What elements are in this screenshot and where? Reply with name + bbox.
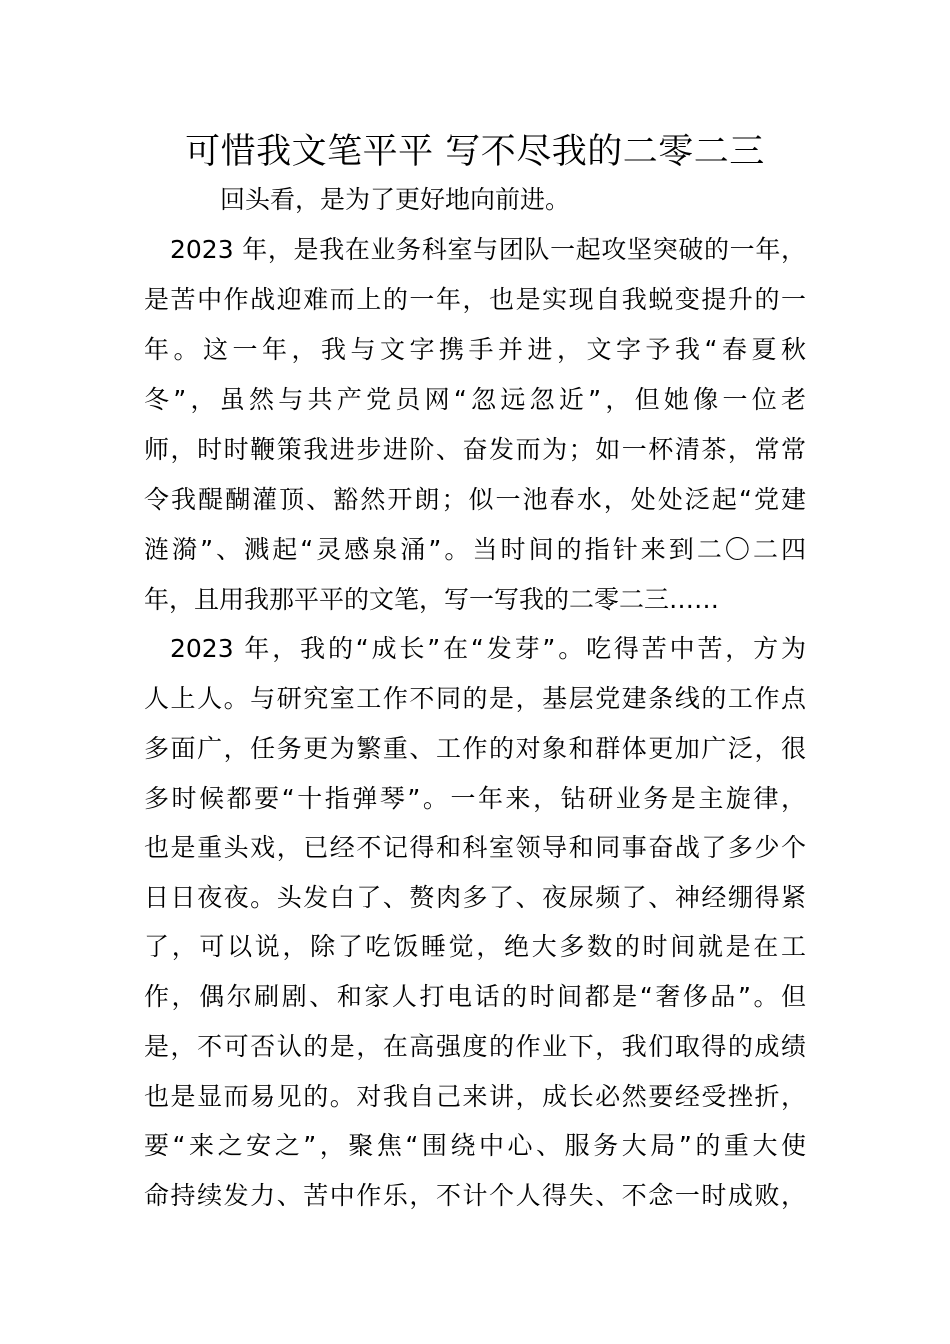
paragraph-line: 要“来之安之”，聚焦“围绕中心、服务大局”的重大使 <box>144 1131 806 1160</box>
paragraph-line: 命持续发力、苦中作乐，不计个人得失、不念一时成败， <box>144 1181 806 1210</box>
paragraph-line: 回头看，是为了更好地向前进。 <box>220 185 571 214</box>
paragraph-line: 冬”，虽然与共产党员网“忽远忽近”，但她像一位老 <box>144 385 806 414</box>
paragraph-line: 人上人。与研究室工作不同的是，基层党建条线的工作点 <box>144 684 806 713</box>
paragraph-line: 是，不可否认的是，在高强度的作业下，我们取得的成绩 <box>144 1032 806 1061</box>
paragraph-line: 涟漪”、溅起“灵感泉涌”。当时间的指针来到二〇二四 <box>144 535 806 564</box>
paragraph-line: 是苦中作战迎难而上的一年，也是实现自我蜕变提升的一 <box>144 285 806 314</box>
paragraph-line: 年。这一年，我与文字携手并进，文字予我“春夏秋 <box>144 335 806 364</box>
paragraph-line: 师，时时鞭策我进步进阶、奋发而为；如一杯清茶，常常 <box>144 435 806 464</box>
paragraph-line: 作，偶尔刷剧、和家人打电话的时间都是“奢侈品”。但 <box>144 982 806 1011</box>
paragraph-line: 2023 年，我的“成长”在“发芽”。吃得苦中苦，方为 <box>170 634 806 663</box>
paragraph-line: 多时候都要“十指弹琴”。一年来，钻研业务是主旋律， <box>144 784 806 813</box>
paragraph-line: 2023 年，是我在业务科室与团队一起攻坚突破的一年， <box>170 235 806 264</box>
paragraph-line: 年，且用我那平平的文笔，写一写我的二零二三…… <box>144 585 720 614</box>
paragraph-line: 也是显而易见的。对我自己来讲，成长必然要经受挫折， <box>144 1082 806 1111</box>
paragraph-line: 了，可以说，除了吃饭睡觉，绝大多数的时间就是在工 <box>144 932 806 961</box>
paragraph-line: 日日夜夜。头发白了、赘肉多了、夜尿频了、神经绷得紧 <box>144 883 806 912</box>
paragraph-line: 令我醍醐灌顶、豁然开朗；似一池春水，处处泛起“党建 <box>144 485 806 514</box>
document-title: 可惜我文笔平平 写不尽我的二零二三 <box>185 132 765 172</box>
paragraph-line: 多面广，任务更为繁重、工作的对象和群体更加广泛，很 <box>144 734 806 763</box>
paragraph-line: 也是重头戏，已经不记得和科室领导和同事奋战了多少个 <box>144 833 806 862</box>
